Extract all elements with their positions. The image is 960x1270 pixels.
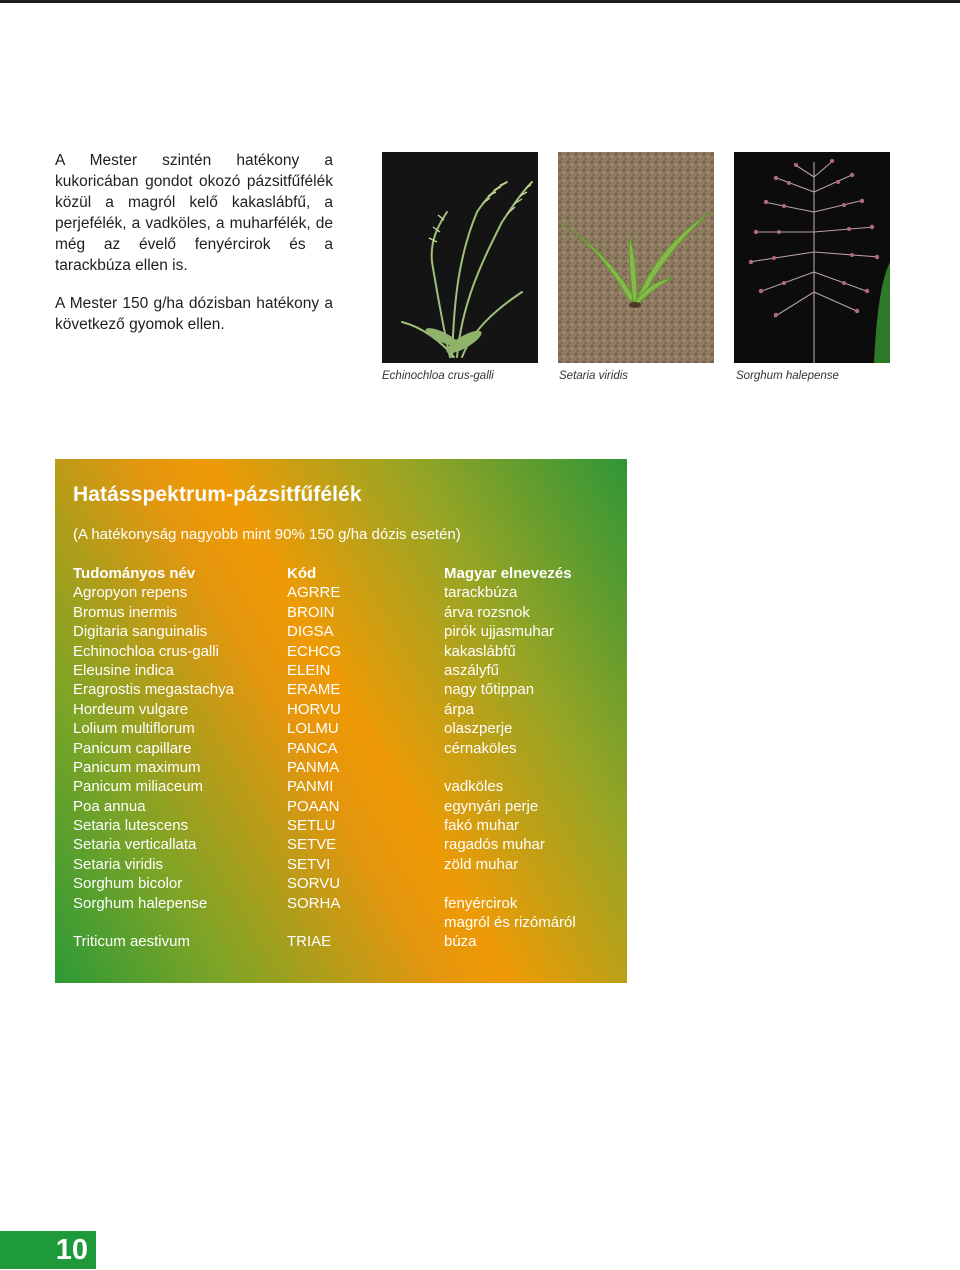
table-cell: AGRRE (287, 584, 341, 602)
table-cell: búza (444, 933, 477, 951)
table-cell: ECHCG (287, 642, 342, 660)
table-cell: PANMA (287, 758, 340, 776)
table-cell: HORVU (287, 700, 341, 718)
table-cell: fakó muhar (444, 817, 520, 835)
table-cell: Hordeum vulgare (73, 700, 189, 718)
table-cell: SETVI (287, 855, 331, 873)
header-hungarian-name: Magyar elnevezés (444, 565, 572, 582)
table-cell: nagy tőtippan (444, 681, 535, 699)
table-cell: árpa (444, 700, 475, 718)
table-cell: ERAME (287, 681, 341, 699)
table-cell: SETVE (287, 836, 337, 854)
table-cell: vadköles (444, 778, 504, 796)
table-cell: Digitaria sanguinalis (73, 623, 208, 641)
table-cell: ragadós muhar (444, 836, 545, 854)
table-cell: Panicum capillare (73, 739, 192, 757)
table-cell: DIGSA (287, 623, 334, 641)
table-cell: kakaslábfű (444, 642, 516, 660)
table-cell: Panicum miliaceum (73, 778, 204, 796)
caption-echinochloa: Echinochloa crus-galli (382, 370, 494, 382)
panel-title: Hatásspektrum-pázsitfűfélék (73, 483, 362, 506)
caption-setaria: Setaria viridis (559, 370, 629, 382)
caption-sorghum: Sorghum halepense (736, 370, 839, 382)
spectrum-panel (55, 459, 627, 983)
table-cell: LOLMU (287, 720, 339, 738)
table-cell: SETLU (287, 817, 336, 835)
table-cell: BROIN (287, 603, 335, 621)
table-cell: PANCA (287, 739, 338, 757)
table-cell: SORVU (287, 875, 341, 893)
table-cell: Triticum aestivum (73, 933, 190, 951)
table-cell: POAAN (287, 797, 340, 815)
photo-echinochloa (382, 152, 538, 363)
table-cell: magról és rizómáról (444, 914, 576, 932)
panel-subtitle: (A hatékonyság nagyobb mint 90% 150 g/ha dózis esetén) (73, 526, 461, 543)
table-cell: aszályfű (444, 661, 500, 679)
table-cell: Sorghum bicolor (73, 875, 183, 893)
table-cell: olaszperje (444, 720, 513, 738)
column-scientific-name (73, 564, 234, 952)
table-cell: fenyércirok (444, 894, 518, 912)
table-cell (73, 913, 234, 932)
table-cell (444, 758, 576, 777)
table-cell: Sorghum halepense (73, 894, 208, 912)
table-cell: cérnaköles (444, 739, 517, 757)
table-cell: Agropyon repens (73, 584, 188, 602)
table-cell: Bromus inermis (73, 603, 178, 621)
table-cell: egynyári perje (444, 797, 539, 815)
table-cell: Eleusine indica (73, 661, 174, 679)
intro-paragraph-2: A Mester 150 g/ha dózisban hatékony a következő gyomok ellen. (55, 295, 333, 333)
table-cell: ELEIN (287, 661, 331, 679)
table-cell: Setaria viridis (73, 855, 164, 873)
table-cell: Panicum maximum (73, 758, 201, 776)
header-code: Kód (287, 565, 317, 582)
intro-text (55, 150, 333, 352)
page-number: 10 (0, 1231, 96, 1269)
table-cell: PANMI (287, 778, 334, 796)
table-cell: Eragrostis megastachya (73, 681, 234, 699)
header-scientific-name: Tudományos név (73, 565, 196, 582)
table-cell (444, 874, 576, 893)
table-cell: Setaria verticallata (73, 836, 197, 854)
table-cell: zöld muhar (444, 855, 519, 873)
table-cell: TRIAE (287, 933, 332, 951)
table-cell: pirók ujjasmuhar (444, 623, 555, 641)
column-code (287, 564, 341, 952)
top-rule (0, 0, 960, 3)
table-cell: Poa annua (73, 797, 146, 815)
intro-paragraph-1: A Mester szintén hatékony a kukoricában gondot okozó pázsitfűfélék közül a magról kelő kakaslábfű, a perjefélék, a vadköles, a muharfélék, de még az évelő fenyércirok és a tarackbúza ellen is. (55, 152, 333, 274)
column-hungarian-name (444, 564, 576, 952)
table-cell: tarackbúza (444, 584, 518, 602)
table-cell: Setaria lutescens (73, 817, 189, 835)
photo-sorghum (734, 152, 890, 363)
table-cell: árva rozsnok (444, 603, 530, 621)
table-cell (287, 913, 341, 932)
table-cell: Lolium multiflorum (73, 720, 195, 738)
photo-setaria (558, 152, 714, 363)
table-cell: Echinochloa crus-galli (73, 642, 219, 660)
table-cell: SORHA (287, 894, 341, 912)
